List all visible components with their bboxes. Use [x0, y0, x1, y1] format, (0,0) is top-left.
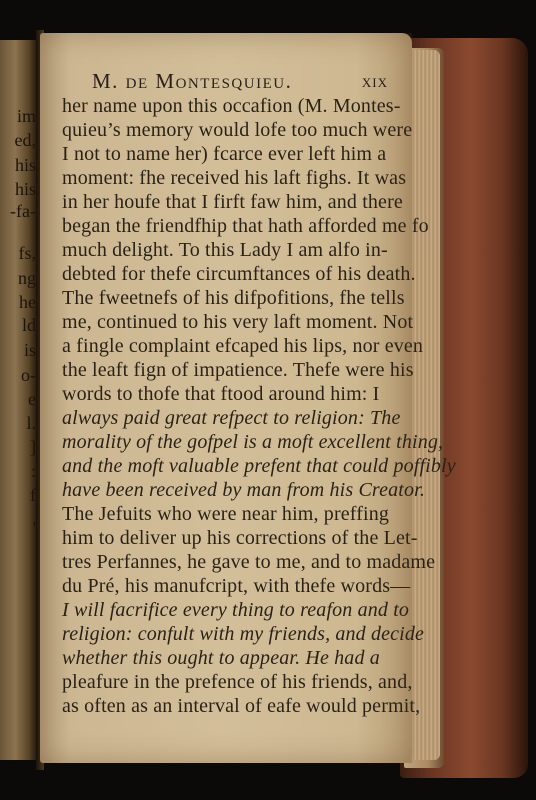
left-page-fragment: f: [30, 485, 36, 505]
book-page: [40, 33, 456, 763]
text-line: the leaft fign of impatience. Thefe were his: [62, 359, 414, 381]
text-line: words to thofe that ftood around him: I: [62, 383, 380, 405]
left-page-fragment: fs,: [18, 243, 36, 263]
left-page-fragment: ed,: [14, 130, 36, 150]
left-page-fragment: his: [14, 179, 36, 199]
left-page-fragment: he: [19, 292, 36, 312]
text-line: him to deliver up his corrections of the Let-: [62, 527, 418, 549]
text-line: quieu’s memory would lofe too much were: [62, 119, 413, 141]
left-page-fragment: ]: [30, 437, 36, 457]
text-line: I not to name her) fcarce ever left him a: [62, 143, 387, 165]
page-number: xix: [361, 71, 388, 91]
left-page-fragment: -fa-: [10, 201, 36, 221]
text-line-italic: religion: confult with my friends, and decide: [62, 623, 425, 645]
left-page-fragment: im: [16, 106, 36, 126]
left-page-fragment: :: [30, 461, 36, 481]
text-line: The Jefuits who were near him, preffing: [62, 503, 390, 525]
text-line: a fingle complaint efcaped his lips, nor even: [62, 335, 424, 357]
page-header: [92, 67, 392, 97]
text-line: me, continued to his very laft moment. Not: [62, 311, 414, 333]
text-line-italic: morality of the gofpel is a moft excellent thing,: [62, 431, 444, 453]
text-line: du Pré, his manufcript, with thefe words—: [62, 575, 411, 597]
text-line: as often as an interval of eafe would permit,: [62, 695, 421, 717]
facing-left-page: [0, 40, 38, 760]
page-stack-edges: [410, 50, 440, 760]
text-line-italic: whether this ought to appear. He had a: [62, 647, 380, 669]
running-head: M. de Montesquieu.: [92, 69, 293, 93]
text-line-italic: have been received by man from his Creator.: [62, 479, 426, 501]
left-page-fragment: ': [32, 518, 36, 538]
text-line: began the friendfhip that hath afforded me fo: [62, 215, 429, 237]
text-line: in her houfe that I firft faw him, and there: [62, 191, 403, 213]
text-line: pleafure in the prefence of his friends, and,: [62, 671, 413, 693]
text-line: The fweetnefs of his difpofitions, fhe tells: [62, 287, 405, 309]
text-line: tres Perfannes, he gave to me, and to madame: [62, 551, 436, 573]
left-page-fragment: o-: [21, 365, 36, 385]
text-line: her name upon this occafion (M. Montes-: [62, 95, 401, 117]
text-line: debted for thefe circumftances of his death.: [62, 263, 416, 285]
left-page-fragment: l.: [26, 413, 36, 433]
left-page-fragment: ld: [21, 315, 36, 335]
text-line: moment: fhe received his laft fighs. It was: [62, 167, 407, 189]
left-page-fragment: is: [23, 340, 36, 360]
left-page-fragment: his: [14, 155, 36, 175]
text-line-italic: and the moft valuable prefent that could poffibly: [62, 455, 456, 477]
text-line-italic: I will facrifice every thing to reafon and to: [62, 599, 410, 621]
left-page-fragment: ng: [18, 268, 36, 288]
text-line: much delight. To this Lady I am alfo in-: [62, 239, 388, 261]
text-line-italic: always paid great refpect to religion: The: [62, 407, 401, 429]
left-page-fragment: e: [28, 389, 36, 409]
